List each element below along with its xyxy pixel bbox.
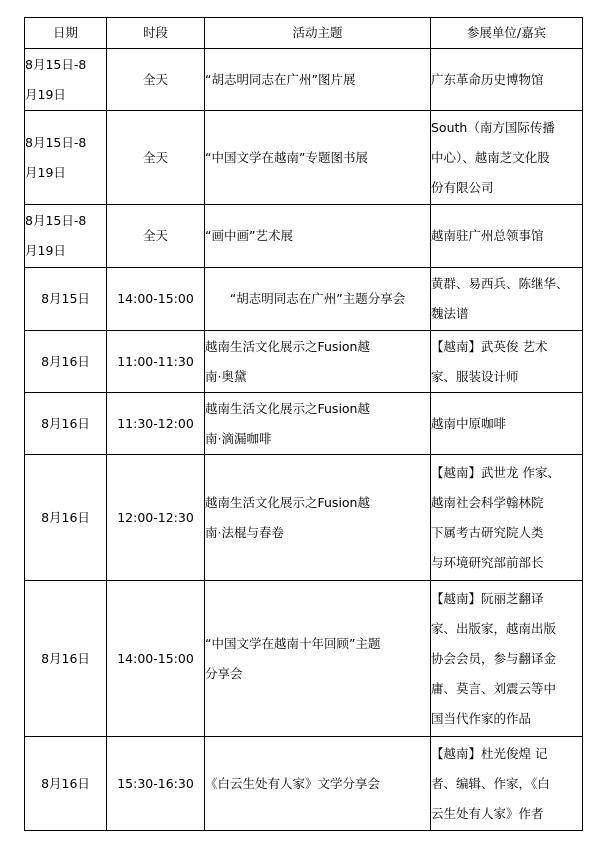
- guest-cell: 【越南】阮丽芝翻译 家、出版家，越南出版 协会会员，参与翻译金 庸、莫言、刘震云等中 国当代作家的作品: [431, 581, 583, 737]
- topic-cell: 越南生活文化展示之Fusion越 南·滴漏咖啡: [205, 393, 431, 455]
- topic-cell: 《白云生处有人家》文学分享会: [205, 737, 431, 831]
- date-cell: 8月15日-8 月19日: [25, 205, 107, 268]
- guest-cell: 黄群、易西兵、陈继华、 魏法谱: [431, 268, 583, 331]
- time-cell: 11:30-12:00: [107, 393, 205, 455]
- table-row: [25, 737, 583, 831]
- date-cell: 8月16日: [25, 393, 107, 455]
- guest-cell: 【越南】武世龙 作家、 越南社会科学翰林院 下属考古研究院人类 与环境研究部前部长: [431, 455, 583, 581]
- date-cell: 8月15日-8 月19日: [25, 111, 107, 205]
- header-guest: 参展单位/嘉宾: [431, 18, 583, 49]
- guest-cell: 越南中原咖啡: [431, 393, 583, 455]
- table-row: [25, 111, 583, 205]
- topic-cell: 越南生活文化展示之Fusion越 南·奥黛: [205, 331, 431, 393]
- date-cell: 8月16日: [25, 455, 107, 581]
- time-cell: 12:00-12:30: [107, 455, 205, 581]
- topic-cell: “中国文学在越南十年回顾”主题 分享会: [205, 581, 431, 737]
- date-cell: 8月16日: [25, 581, 107, 737]
- table-row: [25, 455, 583, 581]
- date-cell: 8月16日: [25, 331, 107, 393]
- table-row: [25, 331, 583, 393]
- date-cell: 8月15日-8 月19日: [25, 49, 107, 111]
- time-cell: 全天: [107, 111, 205, 205]
- topic-cell: “胡志明同志在广州”图片展: [205, 49, 431, 111]
- guest-cell: 越南驻广州总领事馆: [431, 205, 583, 268]
- schedule-table: [24, 17, 583, 831]
- time-cell: 14:00-15:00: [107, 581, 205, 737]
- time-cell: 全天: [107, 49, 205, 111]
- topic-cell: “画中画”艺术展: [205, 205, 431, 268]
- header-topic: 活动主题: [205, 18, 431, 49]
- table-row: [25, 393, 583, 455]
- table-row: [25, 49, 583, 111]
- guest-cell: 【越南】武英俊 艺术 家、服装设计师: [431, 331, 583, 393]
- header-time: 时段: [107, 18, 205, 49]
- time-cell: 11:00-11:30: [107, 331, 205, 393]
- table-row: [25, 581, 583, 737]
- time-cell: 15:30-16:30: [107, 737, 205, 831]
- date-cell: 8月15日: [25, 268, 107, 331]
- table-row: [25, 268, 583, 331]
- guest-cell: 广东革命历史博物馆: [431, 49, 583, 111]
- time-cell: 全天: [107, 205, 205, 268]
- topic-cell: 越南生活文化展示之Fusion越 南·法棍与春卷: [205, 455, 431, 581]
- header-date: 日期: [25, 18, 107, 49]
- date-cell: 8月16日: [25, 737, 107, 831]
- guest-cell: South（南方国际传播 中心）、越南芝文化股 份有限公司: [431, 111, 583, 205]
- time-cell: 14:00-15:00: [107, 268, 205, 331]
- guest-cell: 【越南】杜光俊煌 记 者、编辑、作家，《白 云生处有人家》作者: [431, 737, 583, 831]
- topic-cell: “胡志明同志在广州”主题分享会: [205, 268, 431, 331]
- table-header-row: [25, 18, 583, 49]
- table-row: [25, 205, 583, 268]
- topic-cell: “中国文学在越南”专题图书展: [205, 111, 431, 205]
